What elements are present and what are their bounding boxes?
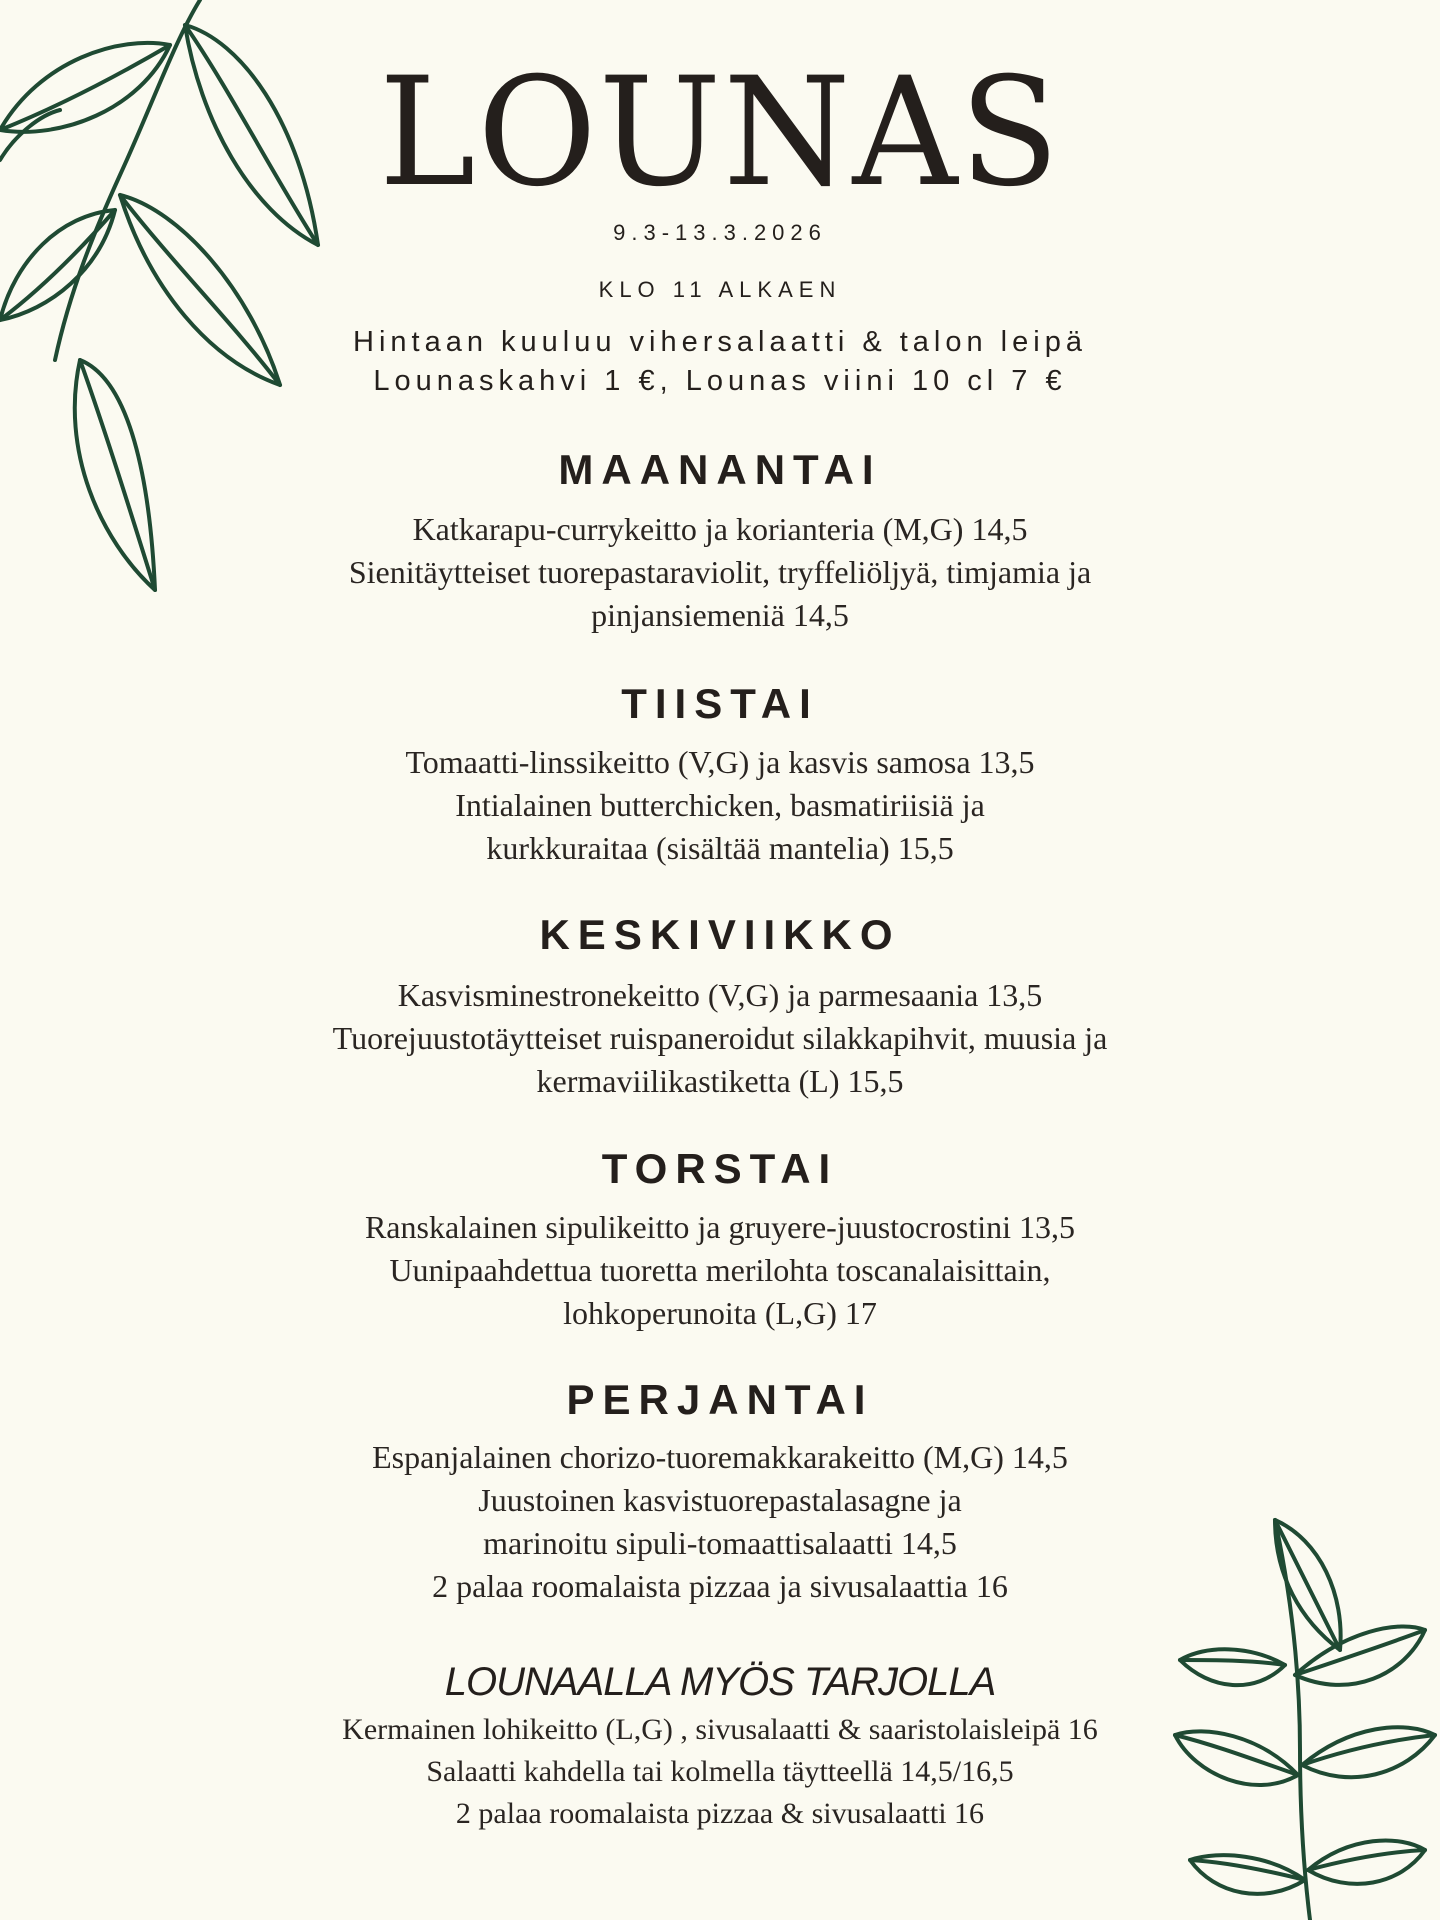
page-title: LOUNAS [378, 46, 1062, 220]
menu-item-line: Uunipaahdettua tuoretta merilohta toscanalaisittain, [389, 1252, 1051, 1288]
menu-item-line: pinjansiemeniä 14,5 [591, 597, 849, 633]
menu-item-line: kermaviilikastiketta (L) 15,5 [536, 1063, 904, 1099]
day-heading-tuesday: TIISTAI [621, 680, 819, 727]
menu-item-line: Ranskalainen sipulikeitto ja gruyere-juustocrostini 13,5 [364, 1209, 1076, 1245]
menu-item-line: Kasvisminestronekeitto (V,G) ja parmesaania 13,5 [397, 977, 1043, 1013]
serving-time: KLO 11 ALKAEN [598, 277, 842, 302]
day-heading-wednesday: KESKIVIIKKO [539, 911, 901, 958]
menu-item-line: 2 palaa roomalaista pizzaa ja sivusalaattia 16 [432, 1568, 1008, 1604]
extra-offers-heading: LOUNAALLA MYÖS TARJOLLA [444, 1660, 996, 1704]
menu-item-line: Espanjalainen chorizo-tuoremakkarakeitto (M,G) 14,5 [372, 1439, 1068, 1475]
info-line-price-includes: Hintaan kuuluu vihersalaatti & talon leipä [353, 326, 1087, 358]
menu-item-line: Tuorejuustotäytteiset ruispaneroidut silakkapihvit, muusia ja [332, 1020, 1108, 1056]
extra-item-line: Salaatti kahdella tai kolmella täytteellä 14,5/16,5 [426, 1755, 1014, 1788]
day-heading-thursday: TORSTAI [601, 1145, 839, 1192]
menu-item-line: marinoitu sipuli-tomaattisalaatti 14,5 [483, 1525, 957, 1561]
info-line-coffee-wine: Lounaskahvi 1 €, Lounas viini 10 cl 7 € [373, 365, 1067, 397]
menu-item-line: Tomaatti-linssikeitto (V,G) ja kasvis samosa 13,5 [405, 744, 1035, 780]
menu-item-line: Intialainen butterchicken, basmatiriisiä ja [455, 787, 985, 823]
menu-item-line: Juustoinen kasvistuorepastalasagne ja [478, 1482, 962, 1518]
extra-item-line: 2 palaa roomalaista pizzaa & sivusalaatti 16 [455, 1797, 985, 1830]
menu-item-line: lohkoperunoita (L,G) 17 [563, 1295, 877, 1331]
menu-item-line: Sienitäytteiset tuorepastaraviolit, tryffeliöljyä, timjamia ja [348, 554, 1092, 590]
menu-item-line: kurkkuraitaa (sisältää mantelia) 15,5 [486, 830, 954, 866]
menu-item-line: Katkarapu-currykeitto ja korianteria (M,G) 14,5 [412, 511, 1028, 547]
extra-item-line: Kermainen lohikeitto (L,G) , sivusalaatti & saaristolaisleipä 16 [342, 1713, 1098, 1746]
day-heading-friday: PERJANTAI [566, 1376, 874, 1423]
day-heading-monday: MAANANTAI [558, 446, 882, 493]
date-range: 9.3-13.3.2026 [613, 220, 827, 245]
